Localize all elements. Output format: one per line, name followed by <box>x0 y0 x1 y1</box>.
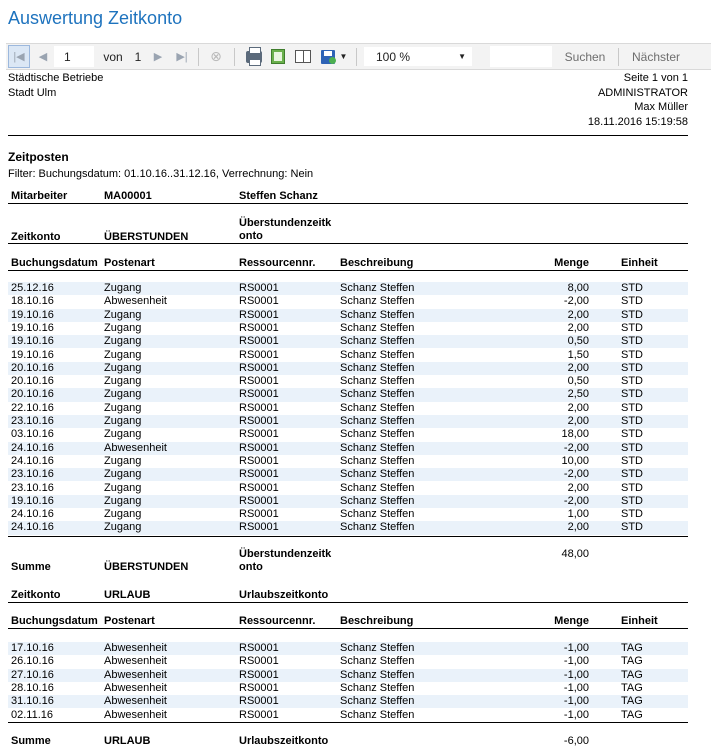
export-icon <box>321 50 335 64</box>
row-date: 23.10.16 <box>11 481 54 494</box>
row-description: Schanz Steffen <box>340 642 415 654</box>
row-type: Zugang <box>104 308 142 321</box>
row-resource: RS0001 <box>239 708 279 721</box>
report-toolbar <box>6 43 711 70</box>
row-unit: STD <box>621 375 643 388</box>
row-date: 28.10.16 <box>11 681 54 694</box>
col-quantity: Menge <box>554 257 589 269</box>
row-type: Zugang <box>104 321 142 334</box>
row-quantity: 2,00 <box>567 481 589 494</box>
row-unit: TAG <box>621 708 643 721</box>
col-unit: Einheit <box>621 257 658 269</box>
group-label: Zeitkonto <box>11 589 61 601</box>
column-header-row <box>8 615 688 628</box>
row-type: Zugang <box>104 361 142 374</box>
row-description: Schanz Steffen <box>340 454 415 467</box>
group-description-line: onto <box>239 230 263 242</box>
row-unit: STD <box>621 388 643 401</box>
row-description: Schanz Steffen <box>340 415 415 427</box>
table-row <box>8 282 688 295</box>
table-row <box>8 508 688 521</box>
row-resource: RS0001 <box>239 695 279 708</box>
company-name: Städtische Betriebe <box>8 72 104 84</box>
row-description: Schanz Steffen <box>340 335 415 348</box>
row-type: Abwesenheit <box>104 655 167 668</box>
row-type: Zugang <box>104 481 142 494</box>
sum-row <box>8 735 688 748</box>
row-date: 24.10.16 <box>11 454 54 467</box>
row-quantity: 18,00 <box>561 428 589 441</box>
table-row <box>8 455 688 468</box>
row-resource: RS0001 <box>239 642 279 654</box>
row-resource: RS0001 <box>239 415 279 427</box>
page-total: 1 <box>134 49 142 64</box>
row-unit: STD <box>621 361 643 374</box>
last-page-icon: ▶| <box>176 51 188 63</box>
row-unit: STD <box>621 454 643 467</box>
row-date: 19.10.16 <box>11 321 54 334</box>
row-description: Schanz Steffen <box>340 308 415 321</box>
row-resource: RS0001 <box>239 441 279 454</box>
sum-label: Summe <box>11 735 51 747</box>
sum-value-row <box>8 548 688 561</box>
row-quantity: 2,00 <box>567 401 589 414</box>
row-quantity: 2,00 <box>567 361 589 374</box>
page-setup-icon <box>295 50 311 63</box>
row-date: 17.10.16 <box>11 642 54 654</box>
row-quantity: -1,00 <box>563 681 589 694</box>
row-unit: STD <box>621 508 643 521</box>
table-row <box>8 349 688 362</box>
table-row <box>8 521 688 534</box>
row-description: Schanz Steffen <box>340 401 415 414</box>
stop-icon: ⊗ <box>210 48 222 64</box>
report-info-block <box>588 71 688 129</box>
row-resource: RS0001 <box>239 321 279 334</box>
row-resource: RS0001 <box>239 655 279 668</box>
row-resource: RS0001 <box>239 508 279 521</box>
row-type: Zugang <box>104 348 142 361</box>
row-date: 20.10.16 <box>11 361 54 374</box>
table-row <box>8 388 688 401</box>
row-type: Zugang <box>104 388 142 401</box>
row-type: Zugang <box>104 508 142 521</box>
row-unit: STD <box>621 295 643 308</box>
next-page-icon: ▶ <box>153 51 163 63</box>
row-unit: TAG <box>621 668 643 681</box>
row-unit: TAG <box>621 655 643 668</box>
row-date: 26.10.16 <box>11 655 54 668</box>
company-city: Stadt Ulm <box>8 86 57 99</box>
row-description: Schanz Steffen <box>340 668 415 681</box>
row-date: 02.11.16 <box>11 708 54 721</box>
employee-name: Steffen Schanz <box>239 190 318 202</box>
table-row <box>8 295 688 308</box>
next-page-button[interactable] <box>149 44 167 69</box>
table-row <box>8 322 688 335</box>
row-type: Zugang <box>104 335 142 348</box>
employee-row <box>8 190 688 203</box>
row-unit: STD <box>621 428 643 441</box>
table-row <box>8 309 688 322</box>
row-resource: RS0001 <box>239 388 279 401</box>
row-quantity: 2,00 <box>567 521 589 534</box>
row-type: Zugang <box>104 494 142 507</box>
row-description: Schanz Steffen <box>340 428 415 441</box>
sum-code: ÜBERSTUNDEN <box>104 561 189 573</box>
col-date: Buchungsdatum <box>11 615 98 627</box>
row-quantity: 8,00 <box>567 282 589 294</box>
employee-number: MA00001 <box>104 190 152 202</box>
row-quantity: 1,00 <box>567 508 589 521</box>
row-date: 19.10.16 <box>11 494 54 507</box>
row-unit: STD <box>621 401 643 414</box>
row-date: 20.10.16 <box>11 375 54 388</box>
row-quantity: -2,00 <box>563 295 589 308</box>
page-setup-button[interactable] <box>293 44 313 69</box>
row-type: Abwesenheit <box>104 695 167 708</box>
row-quantity: -2,00 <box>563 468 589 481</box>
row-date: 25.12.16 <box>11 282 54 294</box>
row-description: Schanz Steffen <box>340 655 415 668</box>
row-type: Zugang <box>104 415 142 427</box>
row-quantity: -1,00 <box>563 695 589 708</box>
chevron-down-icon: ▼ <box>458 52 466 61</box>
user-id: ADMINISTRATOR <box>597 86 688 99</box>
row-unit: STD <box>621 415 643 427</box>
previous-page-icon: ◀ <box>38 51 48 63</box>
rule <box>8 243 688 244</box>
row-unit: STD <box>621 441 643 454</box>
row-type: Zugang <box>104 454 142 467</box>
sum-description-line: onto <box>239 561 263 573</box>
row-type: Zugang <box>104 468 142 481</box>
row-date: 18.10.16 <box>11 295 54 308</box>
row-quantity: 2,00 <box>567 308 589 321</box>
row-description: Schanz Steffen <box>340 708 415 721</box>
toolbar-separator <box>618 48 619 66</box>
previous-page-button[interactable] <box>34 44 52 69</box>
group-header-row <box>8 589 688 602</box>
row-type: Abwesenheit <box>104 642 167 654</box>
row-type: Abwesenheit <box>104 295 167 308</box>
row-description: Schanz Steffen <box>340 295 415 308</box>
table-row <box>8 495 688 508</box>
row-date: 03.10.16 <box>11 428 54 441</box>
window-title: Auswertung Zeitkonto <box>8 8 183 28</box>
table-row <box>8 682 688 695</box>
row-resource: RS0001 <box>239 481 279 494</box>
row-unit: STD <box>621 321 643 334</box>
row-date: 23.10.16 <box>11 415 54 427</box>
row-quantity: 0,50 <box>567 335 589 348</box>
row-type: Zugang <box>104 375 142 388</box>
row-date: 24.10.16 <box>11 441 54 454</box>
group-code: ÜBERSTUNDEN <box>104 231 189 243</box>
rule <box>8 270 688 271</box>
table-row <box>8 362 688 375</box>
row-description: Schanz Steffen <box>340 695 415 708</box>
row-unit: STD <box>621 468 643 481</box>
rule <box>8 536 688 537</box>
sum-row <box>8 561 688 574</box>
row-date: 20.10.16 <box>11 388 54 401</box>
row-quantity: 0,50 <box>567 375 589 388</box>
row-quantity: -1,00 <box>563 668 589 681</box>
row-description: Schanz Steffen <box>340 348 415 361</box>
col-description: Beschreibung <box>340 615 414 627</box>
row-quantity: -1,00 <box>563 708 589 721</box>
sum-description: Urlaubszeitkonto <box>239 735 329 747</box>
row-quantity: -2,00 <box>563 441 589 454</box>
col-resource: Ressourcennr. <box>239 615 316 627</box>
row-type: Abwesenheit <box>104 668 167 681</box>
col-resource: Ressourcennr. <box>239 257 316 269</box>
sum-code: URLAUB <box>104 735 151 747</box>
section-title: Zeitposten <box>8 150 69 164</box>
print-button[interactable] <box>244 44 264 69</box>
row-quantity: 2,50 <box>567 388 589 401</box>
row-unit: TAG <box>621 642 643 654</box>
row-description: Schanz Steffen <box>340 468 415 481</box>
zoom-select[interactable] <box>363 46 473 67</box>
table-row <box>8 655 688 668</box>
table-row <box>8 468 688 481</box>
row-description: Schanz Steffen <box>340 441 415 454</box>
print-layout-icon <box>271 49 285 64</box>
user-name: Max Müller <box>634 101 688 113</box>
row-resource: RS0001 <box>239 468 279 481</box>
row-type: Zugang <box>104 428 142 441</box>
row-resource: RS0001 <box>239 521 279 534</box>
page-of-label: von <box>103 49 123 64</box>
row-resource: RS0001 <box>239 454 279 467</box>
find-text-input[interactable] <box>490 46 552 67</box>
row-quantity: -2,00 <box>563 494 589 507</box>
row-type: Zugang <box>104 401 142 414</box>
row-resource: RS0001 <box>239 295 279 308</box>
row-unit: STD <box>621 282 643 294</box>
row-date: 31.10.16 <box>11 695 54 708</box>
row-type: Abwesenheit <box>104 681 167 694</box>
row-type: Zugang <box>104 521 142 534</box>
row-description: Schanz Steffen <box>340 508 415 521</box>
row-type: Zugang <box>104 282 142 294</box>
row-resource: RS0001 <box>239 282 279 294</box>
row-unit: STD <box>621 521 643 534</box>
print-layout-button[interactable] <box>268 44 288 69</box>
row-date: 23.10.16 <box>11 468 54 481</box>
row-unit: TAG <box>621 695 643 708</box>
toolbar-separator <box>198 48 199 66</box>
row-resource: RS0001 <box>239 401 279 414</box>
col-date: Buchungsdatum <box>11 257 98 269</box>
table-row <box>8 669 688 682</box>
row-resource: RS0001 <box>239 335 279 348</box>
row-description: Schanz Steffen <box>340 521 415 534</box>
employee-label: Mitarbeiter <box>11 190 68 202</box>
row-resource: RS0001 <box>239 375 279 388</box>
zoom-value: 100 % <box>376 49 411 64</box>
row-quantity: -1,00 <box>563 642 589 654</box>
row-date: 24.10.16 <box>11 521 54 534</box>
table-row <box>8 415 688 428</box>
row-unit: STD <box>621 335 643 348</box>
row-resource: RS0001 <box>239 681 279 694</box>
row-unit: STD <box>621 481 643 494</box>
row-quantity: 10,00 <box>561 454 589 467</box>
toolbar-separator <box>356 48 357 66</box>
print-icon <box>246 51 262 63</box>
group-description: Urlaubszeitkonto <box>239 589 329 601</box>
rule <box>8 203 688 204</box>
row-unit: STD <box>621 308 643 321</box>
last-page-button[interactable] <box>173 44 191 69</box>
row-description: Schanz Steffen <box>340 375 415 388</box>
row-description: Schanz Steffen <box>340 681 415 694</box>
row-date: 27.10.16 <box>11 668 54 681</box>
row-date: 22.10.16 <box>11 401 54 414</box>
row-unit: STD <box>621 348 643 361</box>
col-type: Postenart <box>104 615 155 627</box>
table-row <box>8 642 688 655</box>
sum-description-line: Überstundenzeitk <box>239 548 332 560</box>
row-resource: RS0001 <box>239 361 279 374</box>
export-button[interactable] <box>319 44 349 69</box>
row-date: 19.10.16 <box>11 348 54 361</box>
row-description: Schanz Steffen <box>340 321 415 334</box>
chevron-down-icon: ▼ <box>339 52 348 61</box>
row-quantity: 2,00 <box>567 321 589 334</box>
company-block <box>8 71 103 100</box>
table-row <box>8 375 688 388</box>
stop-button[interactable] <box>206 44 226 69</box>
row-resource: RS0001 <box>239 494 279 507</box>
row-unit: STD <box>621 494 643 507</box>
rule <box>8 602 688 603</box>
search-button[interactable]: Suchen <box>564 49 606 64</box>
row-quantity: -1,00 <box>563 655 589 668</box>
col-description: Beschreibung <box>340 257 414 269</box>
toolbar-separator <box>234 48 235 66</box>
row-resource: RS0001 <box>239 348 279 361</box>
table-row <box>8 442 688 455</box>
row-description: Schanz Steffen <box>340 282 415 294</box>
table-row <box>8 335 688 348</box>
table-row <box>8 709 688 722</box>
header-rule <box>8 135 688 136</box>
row-unit: TAG <box>621 681 643 694</box>
sum-label: Summe <box>11 561 51 573</box>
row-quantity: 1,50 <box>567 348 589 361</box>
row-resource: RS0001 <box>239 428 279 441</box>
page-number-input[interactable]: 1 <box>54 46 94 67</box>
rule <box>8 722 688 723</box>
first-page-icon: |◀ <box>13 51 25 63</box>
table-row <box>8 428 688 441</box>
group-code: URLAUB <box>104 589 151 601</box>
row-quantity: 2,00 <box>567 415 589 427</box>
row-type: Abwesenheit <box>104 708 167 721</box>
row-date: 19.10.16 <box>11 335 54 348</box>
row-date: 24.10.16 <box>11 508 54 521</box>
table-row <box>8 482 688 495</box>
row-description: Schanz Steffen <box>340 494 415 507</box>
table-row <box>8 402 688 415</box>
report-datetime: 18.11.2016 15:19:58 <box>587 115 688 128</box>
find-next-button[interactable]: Nächster <box>631 49 681 64</box>
col-unit: Einheit <box>621 615 658 627</box>
page-info: Seite 1 von 1 <box>623 72 688 84</box>
sum-value: -6,00 <box>563 735 589 747</box>
rule <box>8 628 688 629</box>
group-label: Zeitkonto <box>11 231 61 243</box>
column-header-row <box>8 257 688 270</box>
sum-value: 48,00 <box>561 548 589 560</box>
table-row <box>8 695 688 708</box>
row-type: Abwesenheit <box>104 441 167 454</box>
col-quantity: Menge <box>554 615 589 627</box>
filter-text: Filter: Buchungsdatum: 01.10.16..31.12.16, Verrechnung: Nein <box>8 168 314 180</box>
first-page-button[interactable] <box>8 45 30 68</box>
row-resource: RS0001 <box>239 308 279 321</box>
row-description: Schanz Steffen <box>340 388 415 401</box>
col-type: Postenart <box>104 257 155 269</box>
row-date: 19.10.16 <box>11 308 54 321</box>
row-resource: RS0001 <box>239 668 279 681</box>
row-description: Schanz Steffen <box>340 361 415 374</box>
row-description: Schanz Steffen <box>340 481 415 494</box>
group-description <box>239 217 331 243</box>
group-description-line: Überstundenzeitk <box>239 217 332 229</box>
